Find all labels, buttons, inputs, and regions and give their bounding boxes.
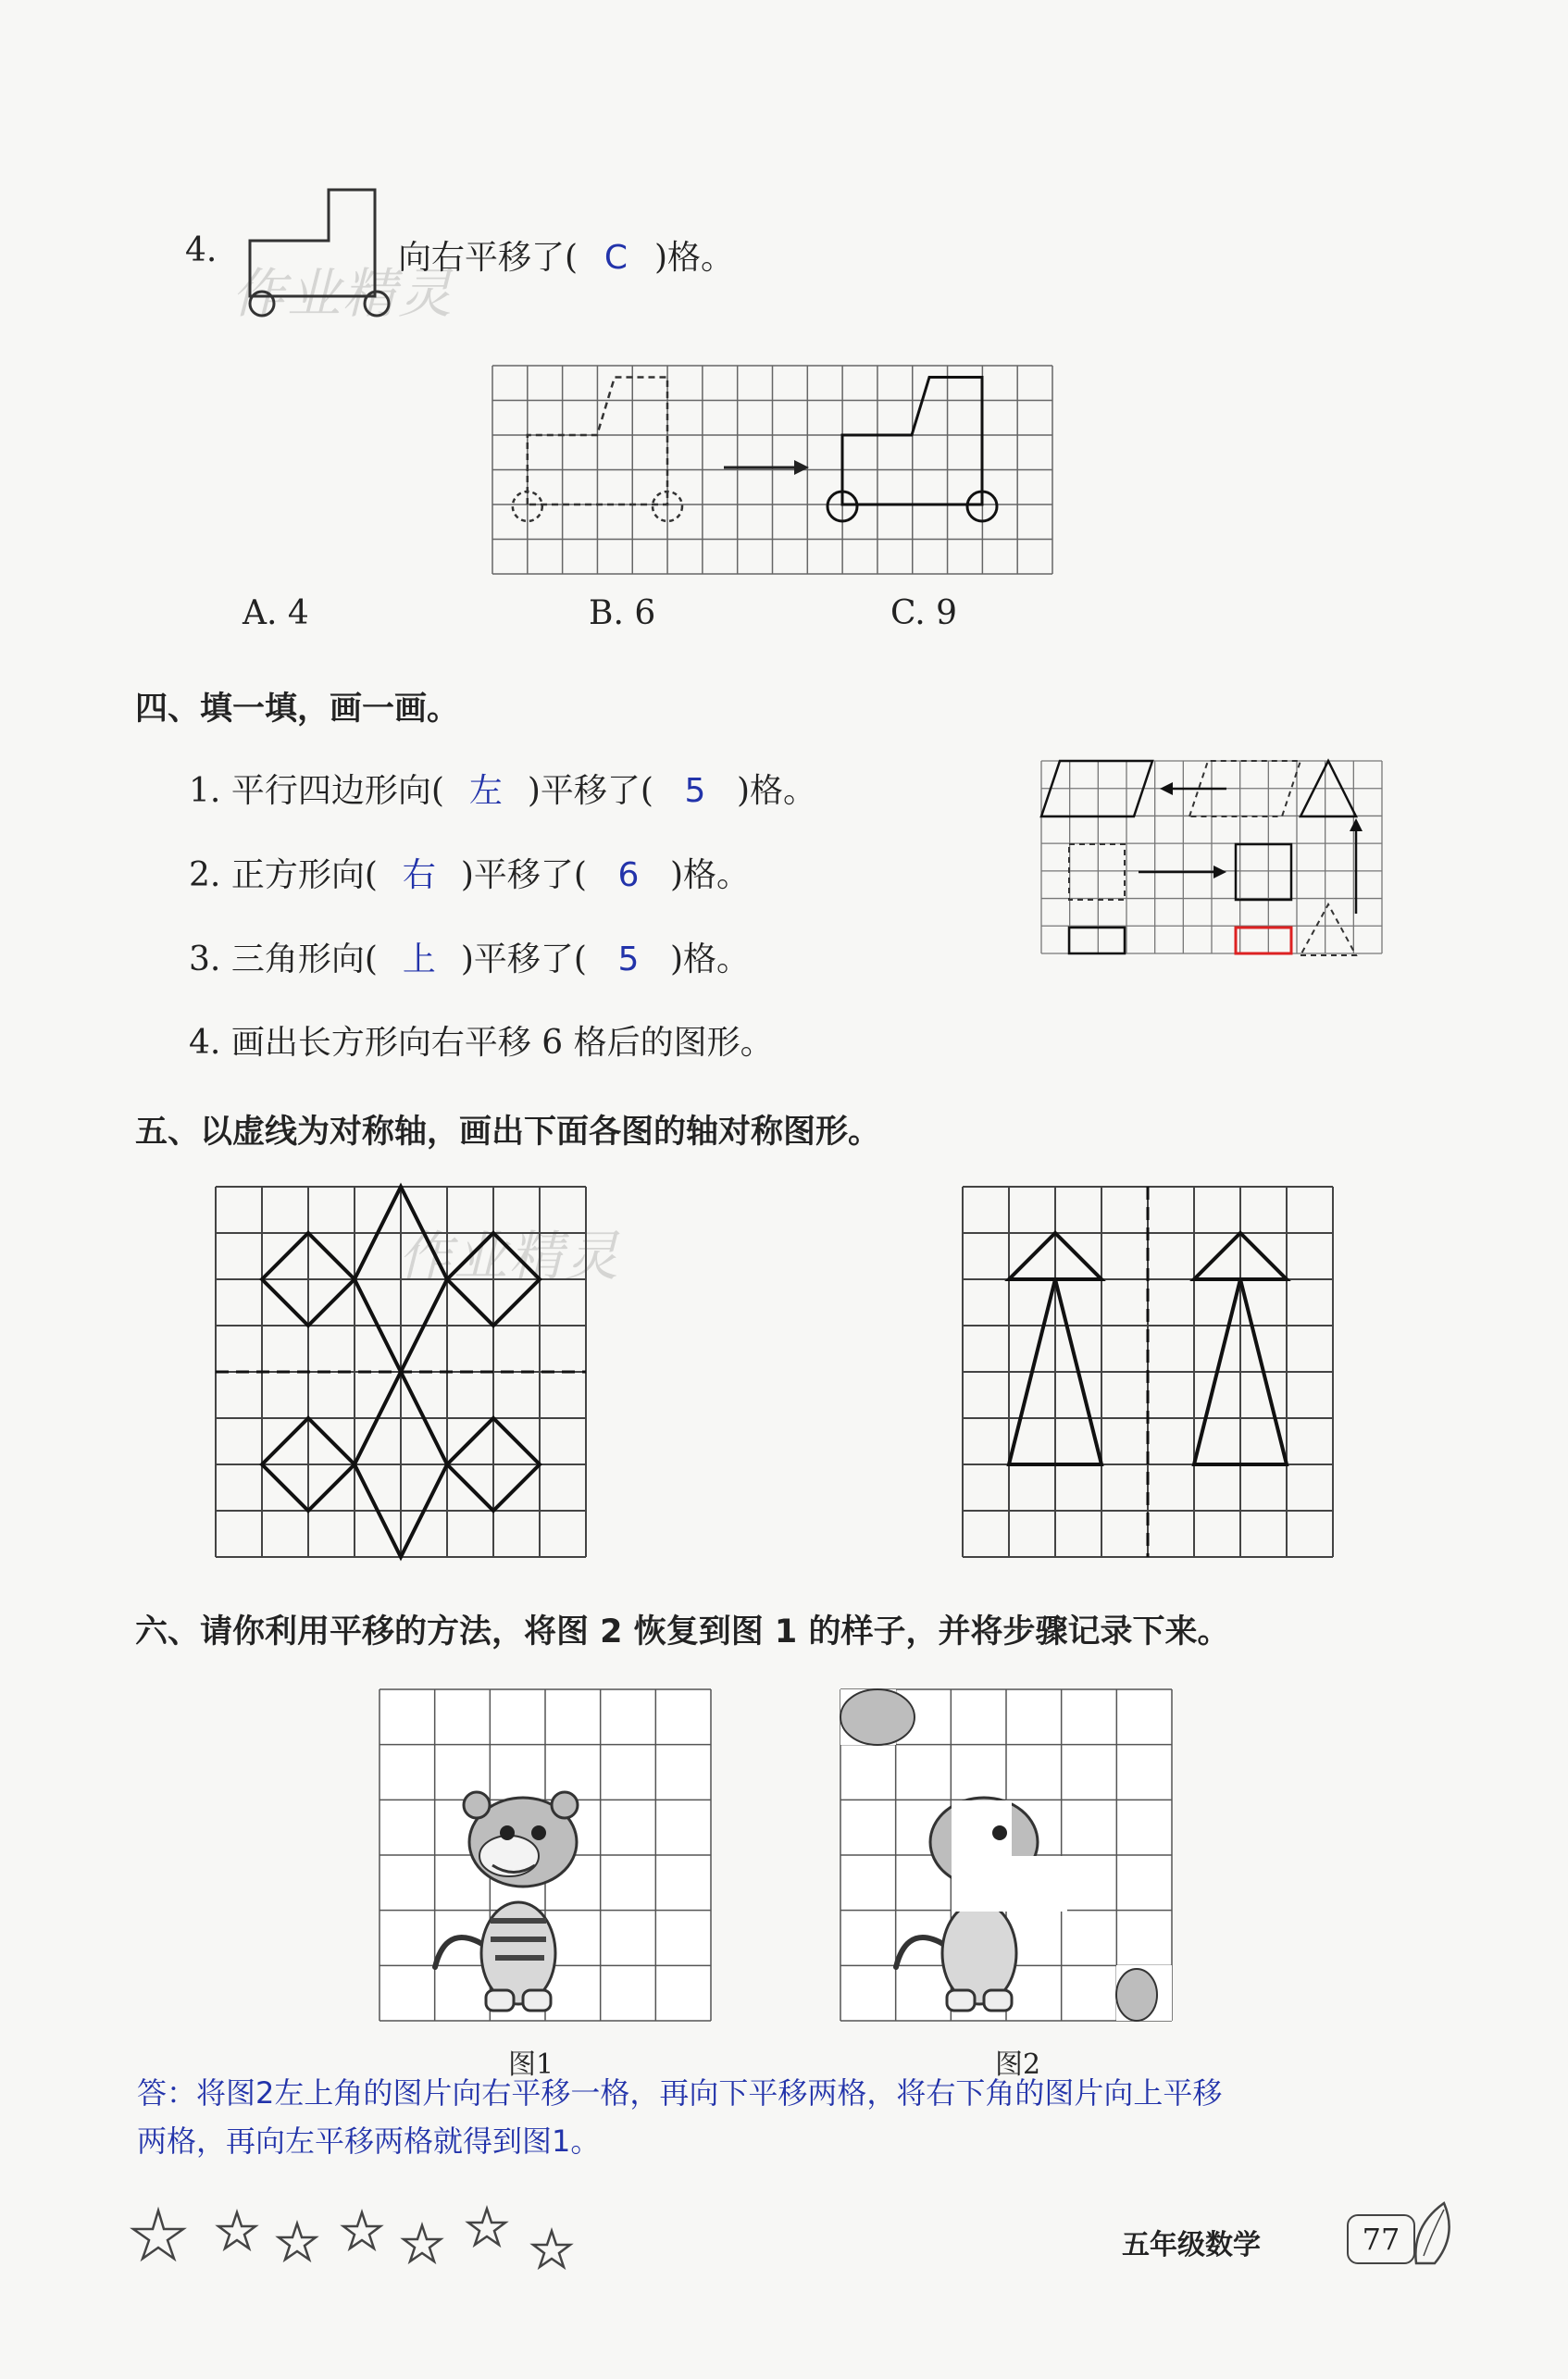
page-number: 77	[1347, 2214, 1415, 2264]
section4-item-3: 3. 三角形向( 上 )平移了( 5 )格。	[189, 933, 750, 980]
tiger-grid-fig1	[380, 1689, 711, 2021]
book-title: 五年级数学	[1122, 2229, 1261, 2261]
section4-item-1: 1. 平行四边形向( 左 )平移了( 5 )格。	[189, 765, 816, 812]
symmetry-grid-right	[963, 1187, 1333, 1557]
answer-count: 5	[617, 940, 640, 978]
section4-title: 四、填一填，画一画。	[135, 691, 460, 728]
translation-grid-figure	[1041, 761, 1382, 953]
q4-option-c: C. 9	[890, 594, 958, 632]
symmetry-grid-left	[216, 1187, 586, 1557]
tiger-piece-top-left	[840, 1689, 915, 1745]
answer-direction: 右	[402, 856, 436, 894]
q4-number: 4.	[185, 231, 218, 269]
answer-direction: 左	[468, 772, 503, 810]
answer-direction: 上	[402, 940, 436, 978]
section4-item-4: 4. 画出长方形向右平移 6 格后的图形。	[189, 1024, 774, 1062]
watermark: 作业精灵	[398, 1225, 621, 1288]
q4-option-b: B. 6	[589, 594, 656, 632]
fig1-label: 图1	[508, 2049, 554, 2081]
leaf-decoration-icon	[1407, 2198, 1462, 2273]
q4-question: 向右平移了( C )格。	[398, 239, 734, 277]
watermark: 作业精灵	[231, 262, 454, 325]
section6-answer-line2: 两格，再向左平移两格就得到图1。	[137, 2124, 601, 2159]
truck-icon	[236, 185, 403, 324]
section6-answer-line1: 答：将图2左上角的图片向右平移一格，再向下平移两格，将右下角的图片向上平移	[137, 2075, 1223, 2111]
truck-grid-figure	[492, 366, 1052, 574]
q4-option-a: A. 4	[243, 594, 309, 632]
tiger-grid-fig2	[840, 1689, 1172, 2021]
tiger-piece-bottom-right	[1116, 1965, 1172, 2021]
answer-count: 5	[684, 772, 706, 810]
stars-decoration-icon	[135, 2203, 570, 2277]
q4-answer: C	[604, 239, 628, 277]
answer-count: 6	[617, 856, 640, 894]
fig2-label: 图2	[995, 2049, 1041, 2081]
section5-title: 五、以虚线为对称轴，画出下面各图的轴对称图形。	[135, 1114, 881, 1151]
section4-item-2: 2. 正方形向( 右 )平移了( 6 )格。	[189, 849, 750, 896]
section6-title: 六、请你利用平移的方法，将图 2 恢复到图 1 的样子，并将步骤记录下来。	[135, 1613, 1230, 1650]
